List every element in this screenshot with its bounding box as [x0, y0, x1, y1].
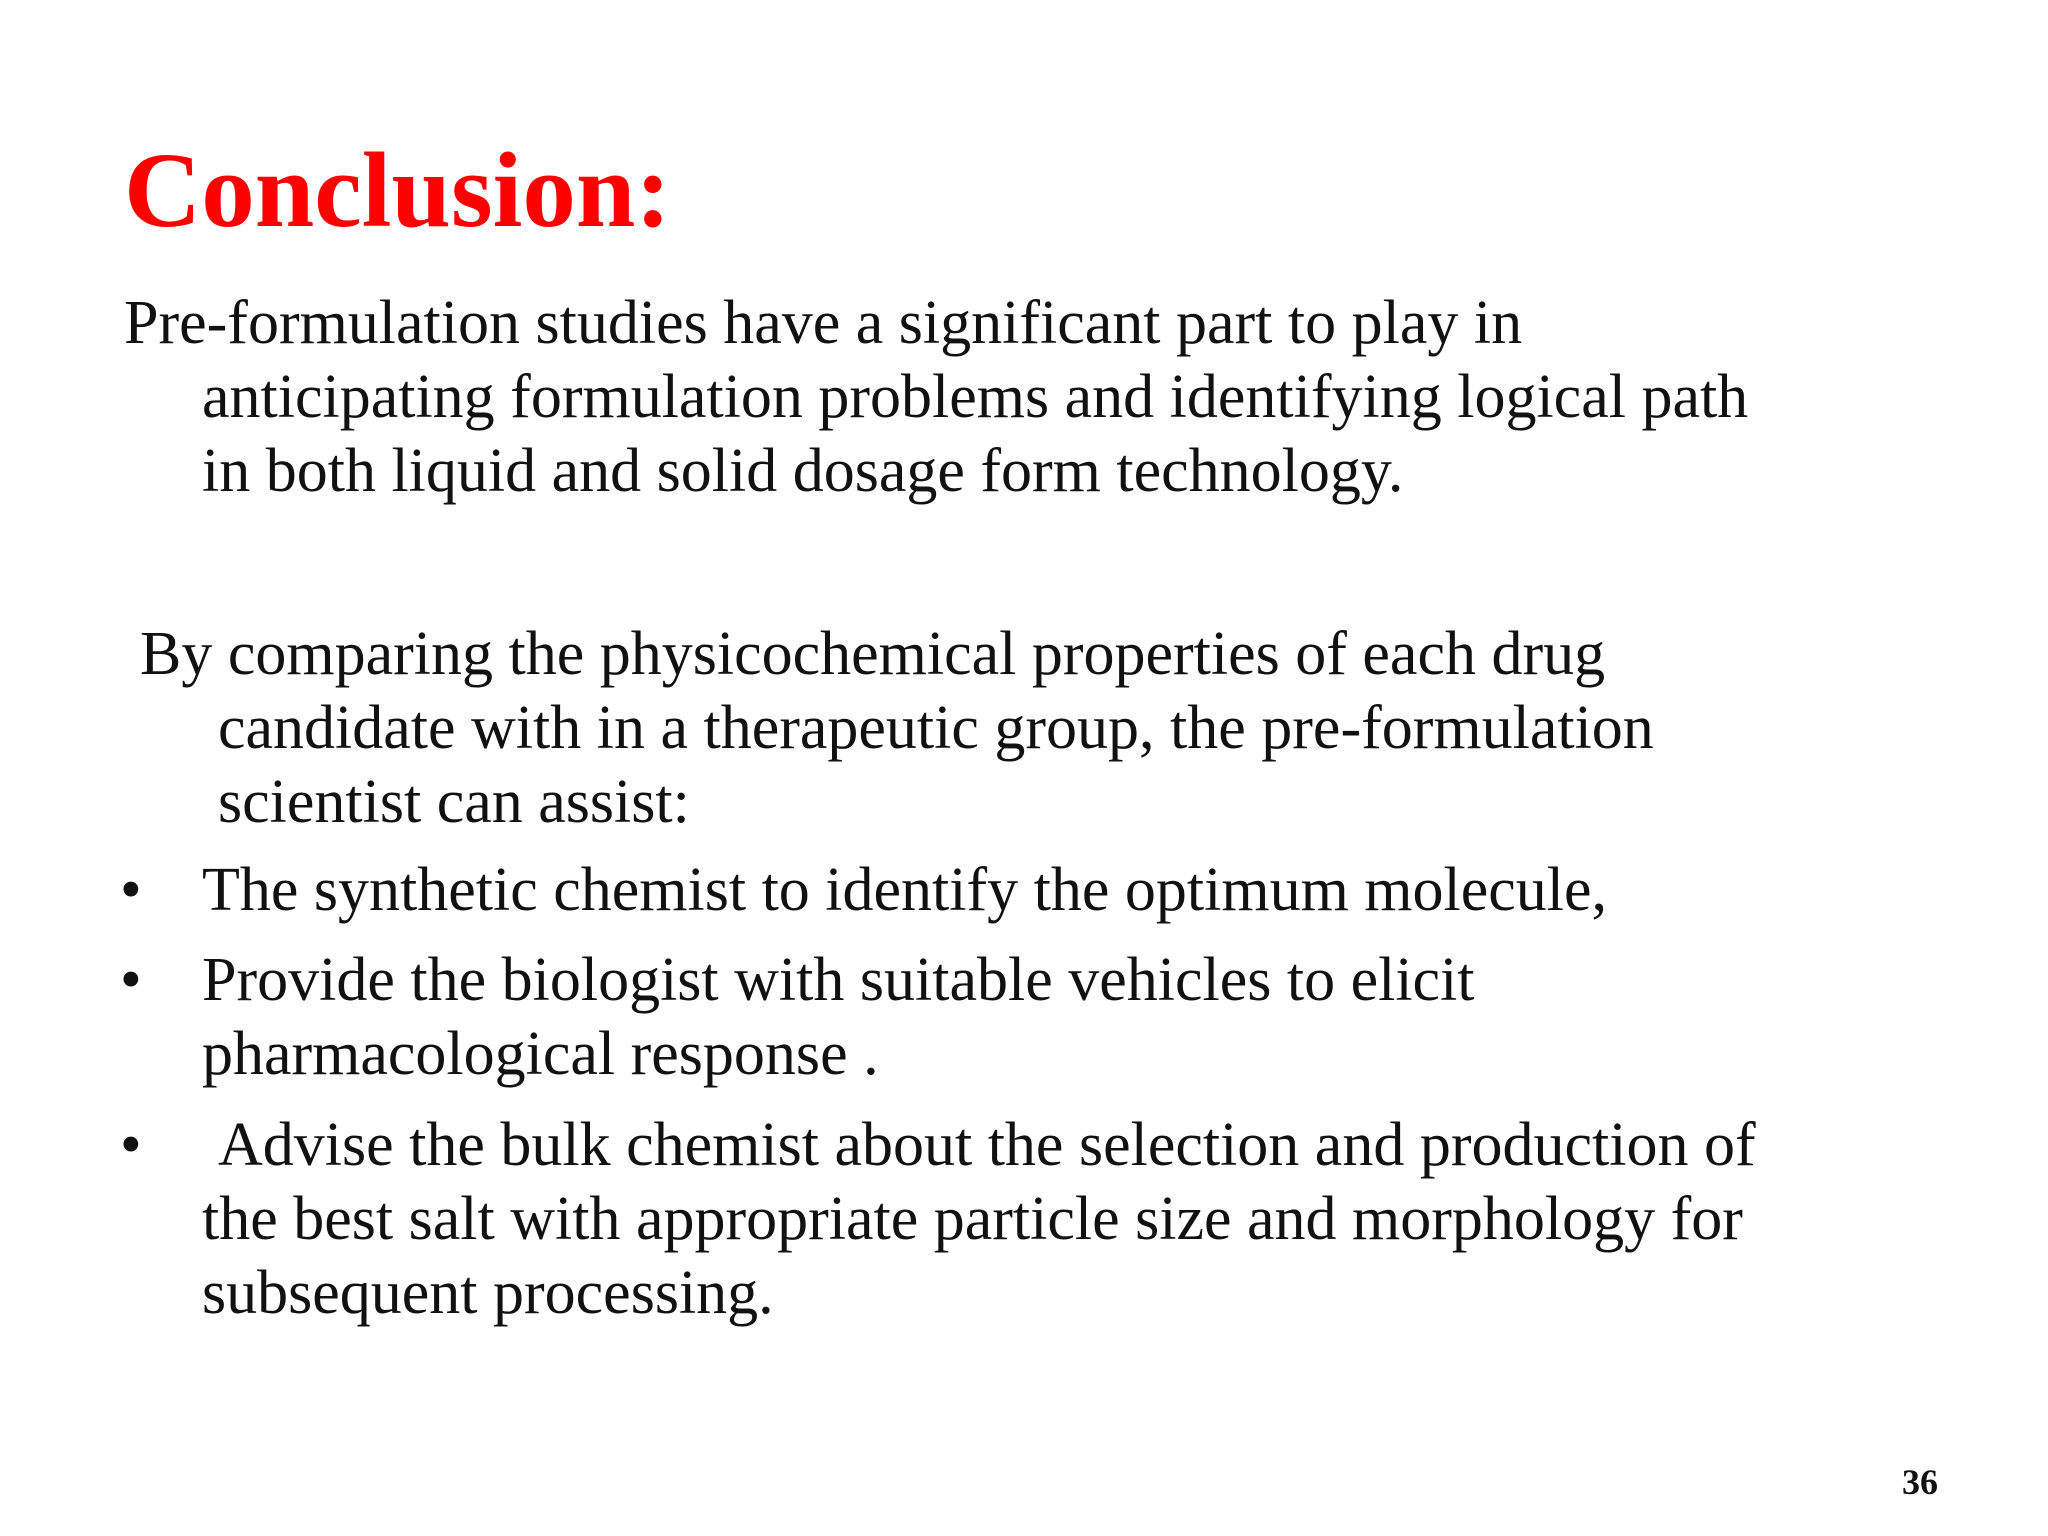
intro-paragraph-line: in both liquid and solid dosage form technology.	[202, 437, 1404, 505]
page-number: 36	[1902, 1462, 1938, 1502]
intro-paragraph	[124, 286, 1749, 508]
intro-paragraph-line: anticipating formulation problems and identifying logical path	[202, 363, 1749, 431]
bullet-text-line: subsequent processing.	[202, 1259, 774, 1327]
slide-title: Conclusion:	[124, 132, 672, 250]
bullet-dot-icon: •	[120, 946, 142, 1014]
bullet-text-line: Provide the biologist with suitable vehicles to elicit	[202, 946, 1475, 1014]
bullet-text-line: the best salt with appropriate particle size and morphology for	[202, 1185, 1743, 1253]
comparison-paragraph-line: candidate with in a therapeutic group, the pre-formulation	[218, 694, 1654, 762]
comparison-paragraph-line: By comparing the physicochemical properties of each drug	[140, 620, 1606, 688]
bullet-text	[202, 943, 1475, 1091]
bullet-text-line: pharmacological response .	[202, 1020, 879, 1088]
bullet-text-line: Advise the bulk chemist about the selection and production of	[218, 1111, 1756, 1179]
bullet-text	[202, 1108, 1756, 1330]
comparison-paragraph	[140, 617, 1654, 839]
bullet-dot-icon: •	[120, 856, 142, 924]
comparison-paragraph-line: scientist can assist:	[218, 768, 690, 836]
bullet-text-line: The synthetic chemist to identify the optimum molecule,	[202, 856, 1608, 924]
intro-paragraph-line: Pre-formulation studies have a significant part to play in	[124, 289, 1523, 357]
bullet-text	[202, 853, 1607, 927]
bullet-dot-icon: •	[120, 1111, 142, 1179]
